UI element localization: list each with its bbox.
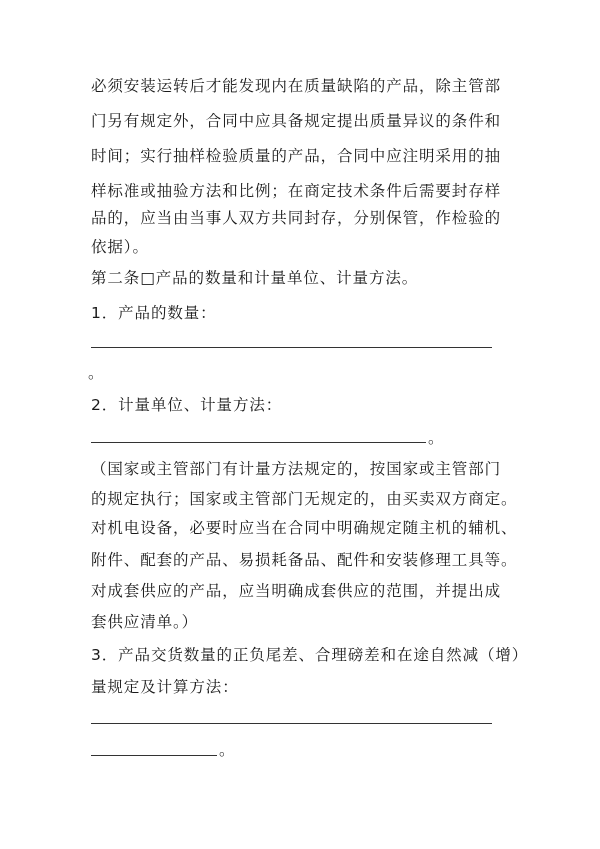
item1-tail: 。 xyxy=(88,364,104,382)
para1-line-6: 依据）。 xyxy=(91,238,149,256)
item3-line-2: 量规定及计算方法： xyxy=(91,678,239,696)
item3-tail: 。 xyxy=(219,741,235,759)
article2-heading: 第二条□产品的数量和计量单位、计量方法。 xyxy=(91,269,419,287)
para2-line-4: 附件、配套的产品、易损耗备品、配件和安装修理工具等。 xyxy=(91,551,518,569)
item1-blank-line xyxy=(91,347,492,348)
para2-line-6: 套供应清单。） xyxy=(91,613,199,631)
para1-line-3: 时间；实行抽样检验质量的产品，合同中应注明采用的抽 xyxy=(91,147,502,165)
para2-line-3: 对机电设备，必要时应当在合同中明确规定随主机的辅机、 xyxy=(91,519,518,537)
item1-label: 1．产品的数量： xyxy=(91,304,217,322)
para1-line-4: 样标准或抽验方法和比例；在商定技术条件后需要封存样 xyxy=(91,182,502,200)
item2-blank-line xyxy=(91,442,426,443)
para1-line-2: 门另有规定外，合同中应具备规定提出质量异议的条件和 xyxy=(91,112,502,130)
para1-line-1: 必须安装运转后才能发现内在质量缺陷的产品，除主管部 xyxy=(91,77,502,95)
item2-label: 2．计量单位、计量方法： xyxy=(91,396,283,414)
item3-line-1: 3．产品交货数量的正负尾差、合理磅差和在途自然减（增） xyxy=(91,646,529,664)
para2-line-1: （国家或主管部门有计量方法规定的，按国家或主管部门 xyxy=(91,460,502,478)
para1-line-5: 品的，应当由当事人双方共同封存，分别保管，作检验的 xyxy=(91,209,502,227)
para2-line-2: 的规定执行；国家或主管部门无规定的，由买卖双方商定。 xyxy=(91,490,518,508)
item3-blank-line-2 xyxy=(91,755,217,756)
item2-tail: 。 xyxy=(428,429,444,447)
para2-line-5: 对成套供应的产品，应当明确成套供应的范围，并提出成 xyxy=(91,582,502,600)
item3-blank-line-1 xyxy=(91,723,492,724)
